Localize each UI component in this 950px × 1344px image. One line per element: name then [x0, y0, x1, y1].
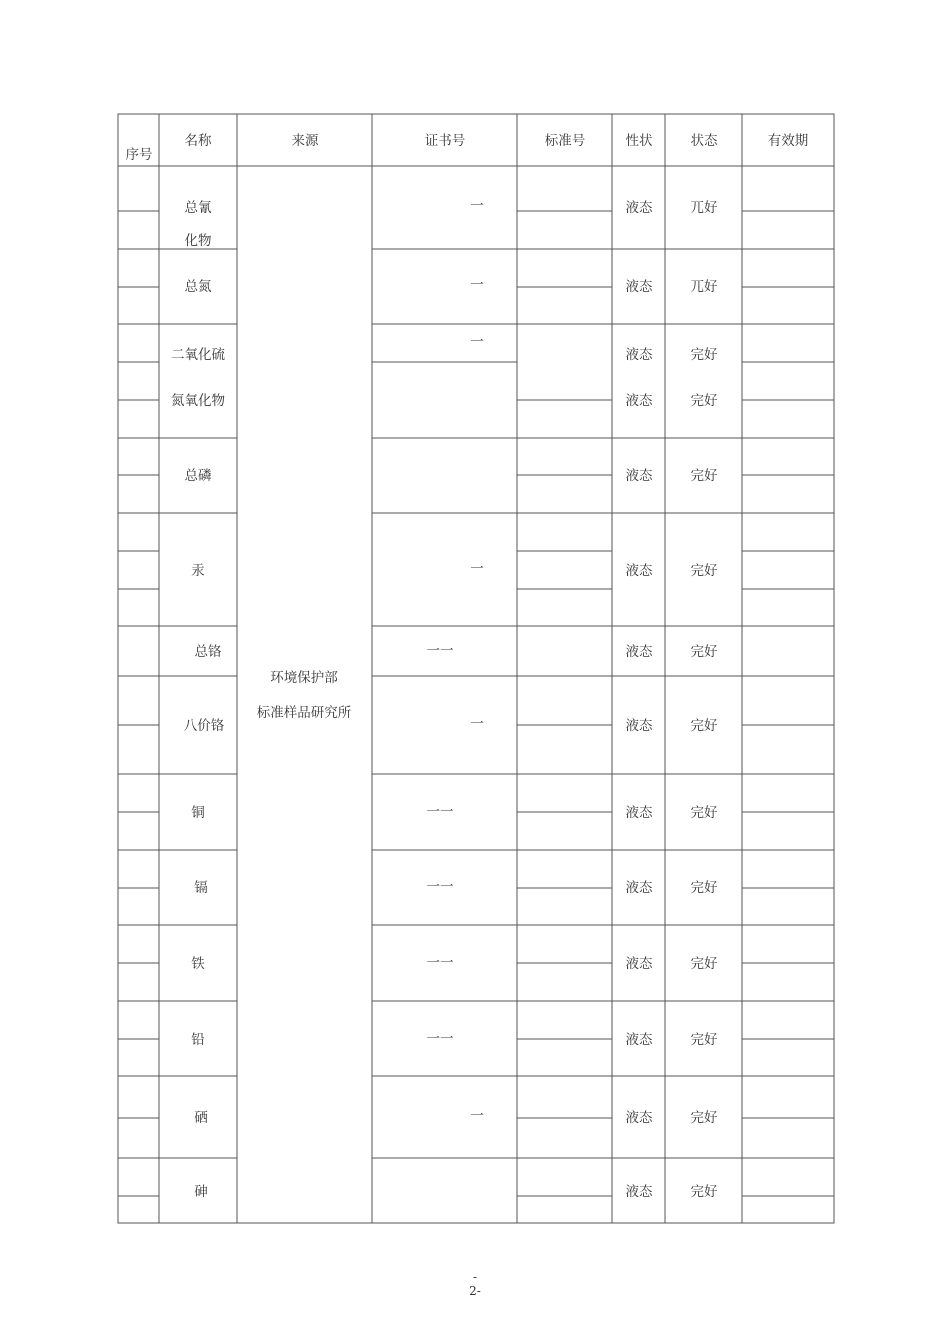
row-status: 完好	[690, 393, 718, 409]
row-name: 汞	[191, 563, 205, 579]
row-status: 完好	[690, 1110, 718, 1126]
row-property: 液态	[625, 1110, 653, 1126]
header-standard: 标准号	[544, 133, 586, 149]
row-status: 完好	[690, 347, 718, 363]
source-line-1: 环境保护部	[270, 670, 338, 686]
row-name: 二氧化硫	[171, 347, 225, 363]
row-cert: 一一	[426, 1031, 454, 1047]
row-status: 完好	[690, 956, 718, 972]
row-property: 液态	[625, 200, 653, 216]
row-name: 总氰	[184, 200, 212, 216]
row-cert: 一一	[426, 955, 454, 971]
row-property: 液态	[625, 563, 653, 579]
row-cert: 一	[470, 334, 484, 350]
row-status: 完好	[690, 1184, 718, 1200]
row-property: 液态	[625, 880, 653, 896]
row-name: 镉	[194, 880, 208, 896]
header-index: 序号	[125, 147, 153, 163]
row-status: 完好	[690, 468, 718, 484]
row-status: 兀好	[690, 200, 718, 216]
row-property: 液态	[625, 718, 653, 734]
row-status: 完好	[690, 563, 718, 579]
row-property: 液态	[625, 1032, 653, 1048]
header-status: 状态	[690, 133, 718, 149]
row-property: 液态	[625, 644, 653, 660]
header-name: 名称	[184, 133, 212, 149]
row-name: 砷	[194, 1184, 208, 1200]
row-status: 完好	[690, 644, 718, 660]
row-name-continued: 化物	[184, 233, 212, 249]
row-cert: 一一	[426, 879, 454, 895]
footer-dash: -	[472, 1270, 478, 1284]
row-name: 总铬	[194, 644, 222, 660]
row-cert: 一	[470, 198, 484, 214]
row-property: 液态	[625, 805, 653, 821]
header-validity: 有效期	[767, 133, 809, 149]
row-property: 液态	[625, 468, 653, 484]
row-property: 液态	[625, 1184, 653, 1200]
row-cert: 一一	[426, 643, 454, 659]
row-status: 完好	[690, 805, 718, 821]
row-property: 液态	[625, 393, 653, 409]
row-name: 总磷	[184, 468, 212, 484]
row-property: 液态	[625, 956, 653, 972]
header-property: 性状	[625, 133, 653, 149]
source-line-2: 标准样品研究所	[256, 705, 352, 721]
row-status: 完好	[690, 718, 718, 734]
row-status: 完好	[690, 1032, 718, 1048]
row-cert: 一	[470, 1108, 484, 1124]
row-name: 总氮	[184, 279, 212, 295]
row-cert: 一	[470, 561, 484, 577]
row-name: 八价铬	[183, 718, 225, 734]
header-source: 来源	[291, 133, 319, 149]
row-status: 兀好	[690, 279, 718, 295]
page-number: 2-	[469, 1284, 481, 1298]
row-name: 硒	[194, 1110, 208, 1126]
row-name: 铁	[191, 956, 205, 972]
row-status: 完好	[690, 880, 718, 896]
row-cert: 一	[470, 277, 484, 293]
row-name: 铜	[191, 805, 205, 821]
row-cert: 一	[470, 716, 484, 732]
row-name: 铅	[191, 1032, 205, 1048]
row-name: 氮氧化物	[171, 393, 225, 409]
row-property: 液态	[625, 279, 653, 295]
row-cert: 一一	[426, 804, 454, 820]
header-certificate: 证书号	[424, 133, 466, 149]
row-property: 液态	[625, 347, 653, 363]
